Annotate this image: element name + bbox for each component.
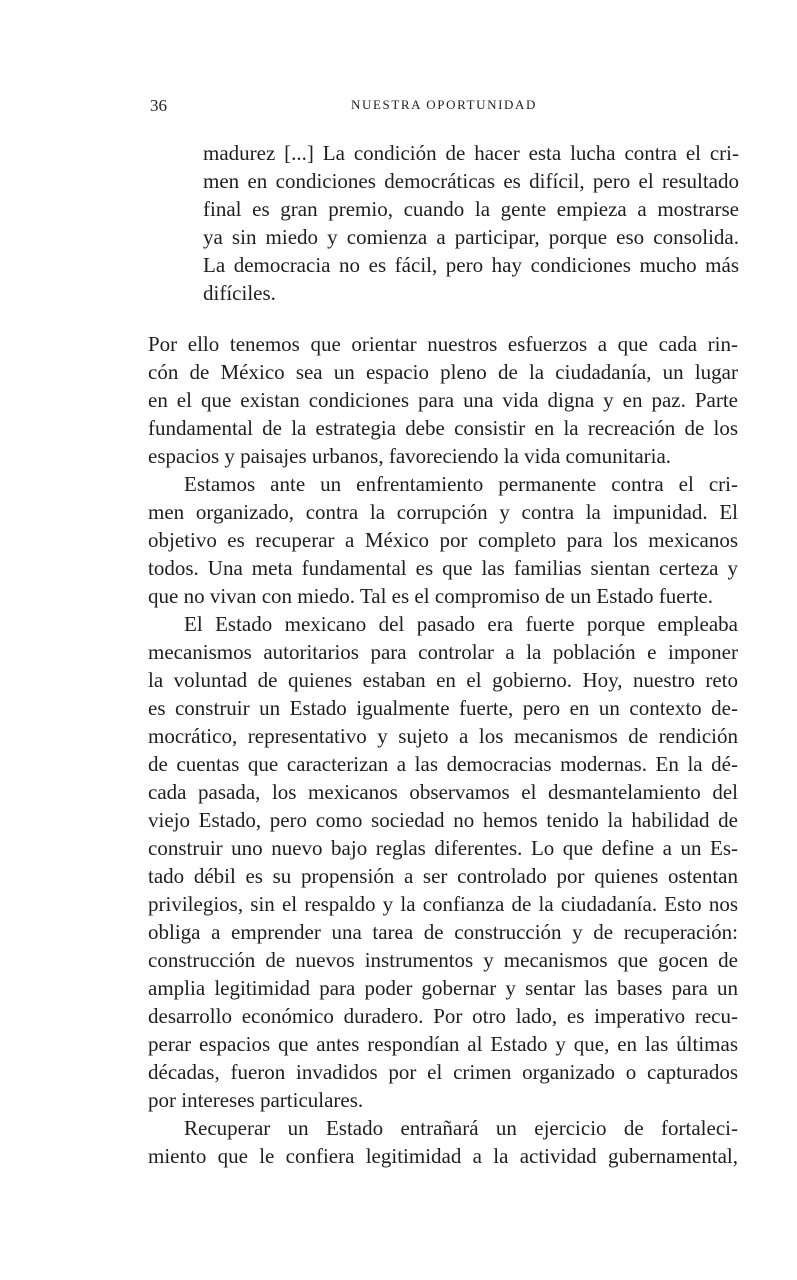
body-line: mocrático, representativo y sujeto a los mecanismos de rendición	[148, 724, 738, 748]
body-line: desarrollo económico duradero. Por otro lado, es imperativo recu-	[148, 1004, 738, 1028]
body-line: perar espacios que antes respondían al Estado y que, en las últimas	[148, 1032, 738, 1056]
body-line: viejo Estado, pero como sociedad no hemos tenido la habilidad de	[148, 808, 738, 832]
quote-line: final es gran premio, cuando la gente empieza a mostrarse	[203, 197, 739, 221]
quote-line: madurez [...] La condición de hacer esta lucha contra el cri-	[203, 141, 739, 165]
body-line: men organizado, contra la corrupción y contra la impunidad. El	[148, 500, 738, 524]
body-line: mecanismos autoritarios para controlar a la población e imponer	[148, 640, 738, 664]
body-line: todos. Una meta fundamental es que las familias sientan certeza y	[148, 556, 738, 580]
body-line: privilegios, sin el respaldo y la confianza de la ciudadanía. Esto nos	[148, 892, 738, 916]
body-line: la voluntad de quienes estaban en el gobierno. Hoy, nuestro reto	[148, 668, 738, 692]
body-line: Estamos ante un enfrentamiento permanente contra el cri-	[184, 472, 738, 496]
body-line: fundamental de la estrategia debe consistir en la recreación de los	[148, 416, 738, 440]
body-line: es construir un Estado igualmente fuerte, pero en un contexto de-	[148, 696, 738, 720]
body-line: de cuentas que caracterizan a las democracias modernas. En la dé-	[148, 752, 738, 776]
body-line: Recuperar un Estado entrañará un ejercicio de fortaleci-	[184, 1116, 738, 1140]
body-line: cada pasada, los mexicanos observamos el desmantelamiento del	[148, 780, 738, 804]
body-line: construcción de nuevos instrumentos y mecanismos que gocen de	[148, 948, 738, 972]
body-line: que no vivan con miedo. Tal es el compromiso de un Estado fuerte.	[148, 584, 714, 608]
body-line: décadas, fueron invadidos por el crimen organizado o capturados	[148, 1060, 738, 1084]
quote-line: men en condiciones democráticas es difícil, pero el resultado	[203, 169, 739, 193]
body-line: obliga a emprender una tarea de construcción y de recuperación:	[148, 920, 738, 944]
body-line: construir uno nuevo bajo reglas diferentes. Lo que define a un Es-	[148, 836, 738, 860]
body-line: Por ello tenemos que orientar nuestros esfuerzos a que cada rin-	[148, 332, 738, 356]
body-line: miento que le confiera legitimidad a la actividad gubernamental,	[148, 1144, 738, 1168]
quote-line: ya sin miedo y comienza a participar, porque eso consolida.	[203, 225, 739, 249]
body-line: en el que existan condiciones para una vida digna y en paz. Parte	[148, 388, 738, 412]
quote-line: difíciles.	[203, 281, 276, 305]
page-number: 36	[150, 96, 167, 115]
body-line: espacios y paisajes urbanos, favoreciendo la vida comunitaria.	[148, 444, 672, 468]
body-line: cón de México sea un espacio pleno de la ciudadanía, un lugar	[148, 360, 738, 384]
body-line: objetivo es recuperar a México por completo para los mexicanos	[148, 528, 738, 552]
body-line: El Estado mexicano del pasado era fuerte porque empleaba	[184, 612, 738, 636]
running-title: NUESTRA OPORTUNIDAD	[351, 97, 537, 112]
body-line: por intereses particulares.	[148, 1088, 364, 1112]
body-line: tado débil es su propensión a ser controlado por quienes ostentan	[148, 864, 738, 888]
quote-line: La democracia no es fácil, pero hay condiciones mucho más	[203, 253, 739, 277]
body-line: amplia legitimidad para poder gobernar y sentar las bases para un	[148, 976, 738, 1000]
